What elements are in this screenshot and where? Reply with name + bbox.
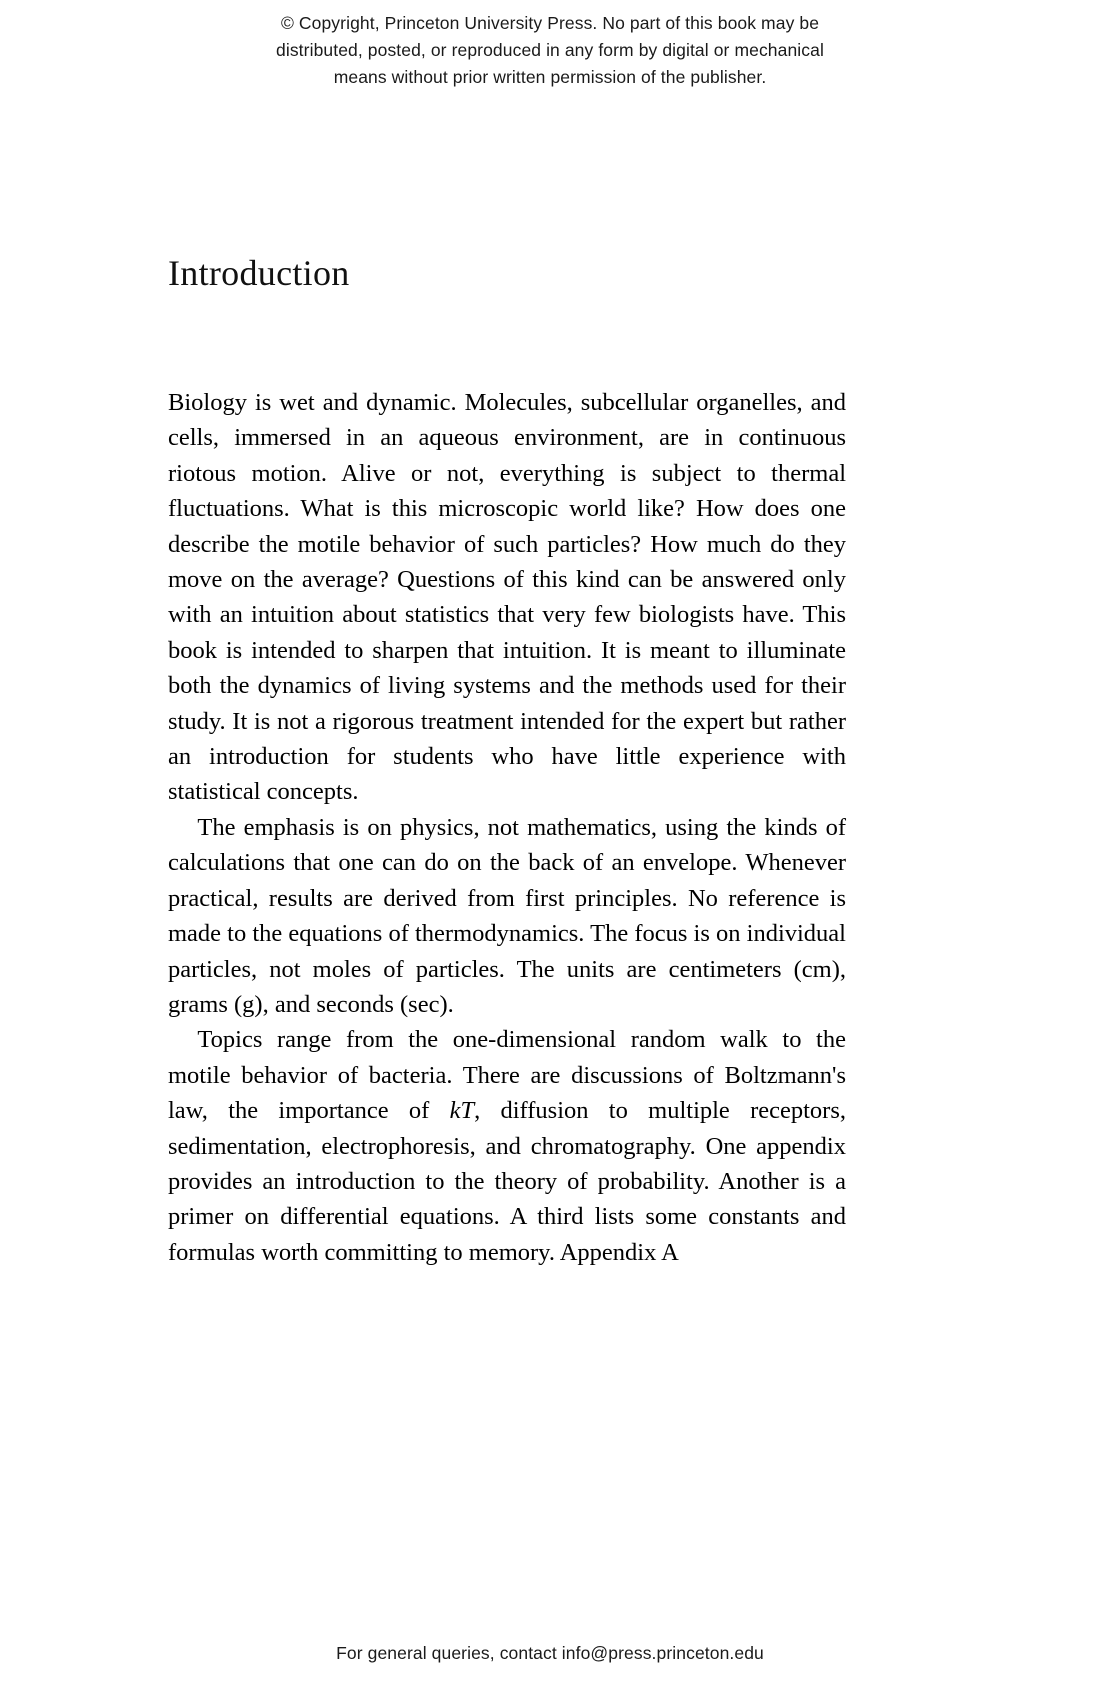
copyright-line-3: means without prior written permission of the publisher.	[333, 67, 767, 88]
copyright-notice	[0, 10, 1100, 91]
paragraph-3-part-b: , diffusion to multiple receptors, sedimentation, electrophoresis, and chromatography. One appendix provides an introduction to the theory of probability. Another is a primer on differential equations. A third lists some constants and formulas worth committing to memory. Appendix A	[168, 1097, 846, 1266]
copyright-line-1: © Copyright, Princeton University Press. No part of this book may be	[280, 13, 820, 33]
paragraph-1: Biology is wet and dynamic. Molecules, subcellular organelles, and cells, immersed in an aqueous environment, are in continuous riotous motion. Alive or not, everything is subject to thermal fluctuations. What is this microscopic world like? How does one describe the motile behavior of such particles? How much do they move on the average? Questions of this kind can be answered only with an intuition about statistics that very few biologists have. This book is intended to sharpen that intuition. It is meant to illuminate both the dynamics of living systems and the methods used for their study. It is not a rigorous treatment intended for the expert but rather an introduction for students who have little experience with statistical concepts.	[168, 389, 846, 806]
paragraph-3-part-a: Topics range from the one-dimensional random walk to the motile behavior of bacteria. There are discussions of Boltzmann's law, the importance of	[168, 1026, 846, 1125]
paragraph-3	[168, 1022, 846, 1270]
body-text	[168, 385, 846, 1270]
paragraph-3-italic-term: kT	[449, 1097, 475, 1125]
footer-queries-note: For general queries, contact info@press.princeton.edu	[336, 1643, 764, 1663]
copyright-line-2: distributed, posted, or reproduced in any form by digital or mechanical	[276, 40, 824, 61]
paragraph-2: The emphasis is on physics, not mathematics, using the kinds of calculations that one can do on the back of an envelope. Whenever practical, results are derived from first principles. No reference is made to the equations of thermodynamics. The focus is on individual particles, not moles of particles. The units are centimeters (cm), grams (g), and seconds (sec).	[168, 813, 846, 1018]
page-title: Introduction	[168, 253, 350, 294]
